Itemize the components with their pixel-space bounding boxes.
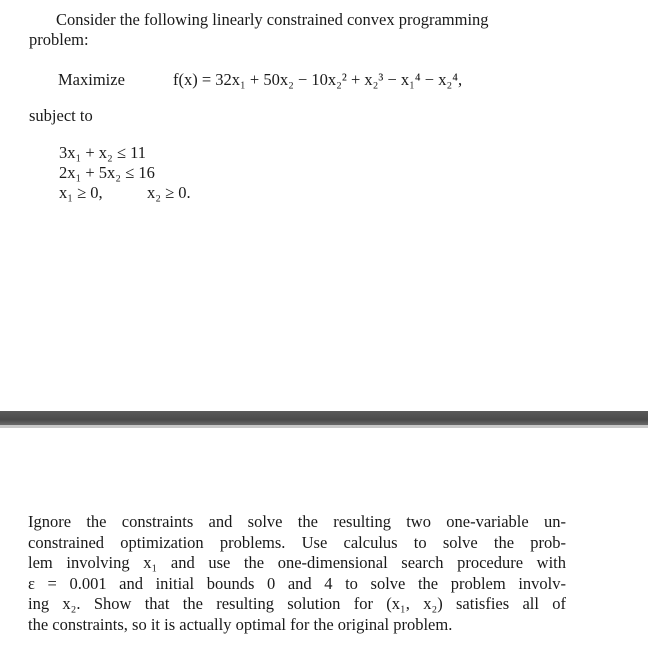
objective-function: f(x) = 32x₁ + 50x₂ − 10x₂² + x₂³ − x₁⁴ − x₂⁴, bbox=[173, 70, 463, 89]
constraint-x2-nonneg: x₂ ≥ 0. bbox=[147, 183, 191, 202]
instructions-line-6: the constraints, so it is actually optimal for the original problem. bbox=[28, 614, 453, 634]
constraint-1: 3x₁ + x₂ ≤ 11 bbox=[59, 143, 147, 162]
instructions-line-5: ing x₂. Show that the resulting solution for (x₁, x₂) satisfies all of bbox=[28, 594, 566, 614]
instructions-line-4: ε = 0.001 and initial bounds 0 and 4 to solve the problem involv- bbox=[28, 573, 566, 593]
constraint-2: 2x₁ + 5x₂ ≤ 16 bbox=[59, 163, 155, 182]
intro-line-2: problem: bbox=[29, 30, 89, 49]
instructions-line-2: constrained optimization problems. Use calculus to solve the prob- bbox=[28, 532, 566, 552]
divider-bar bbox=[0, 411, 648, 425]
maximize-label: Maximize bbox=[58, 70, 125, 89]
intro-line-1: Consider the following linearly constrained convex programming bbox=[56, 10, 489, 29]
instructions-line-3: lem involving x₁ and use the one-dimensional search procedure with bbox=[28, 553, 566, 573]
instructions-line-1: Ignore the constraints and solve the resulting two one-variable un- bbox=[28, 512, 566, 531]
instructions-paragraph bbox=[28, 512, 566, 636]
subject-to-label: subject to bbox=[29, 106, 93, 125]
constraint-x1-nonneg: x₁ ≥ 0, bbox=[59, 183, 103, 202]
